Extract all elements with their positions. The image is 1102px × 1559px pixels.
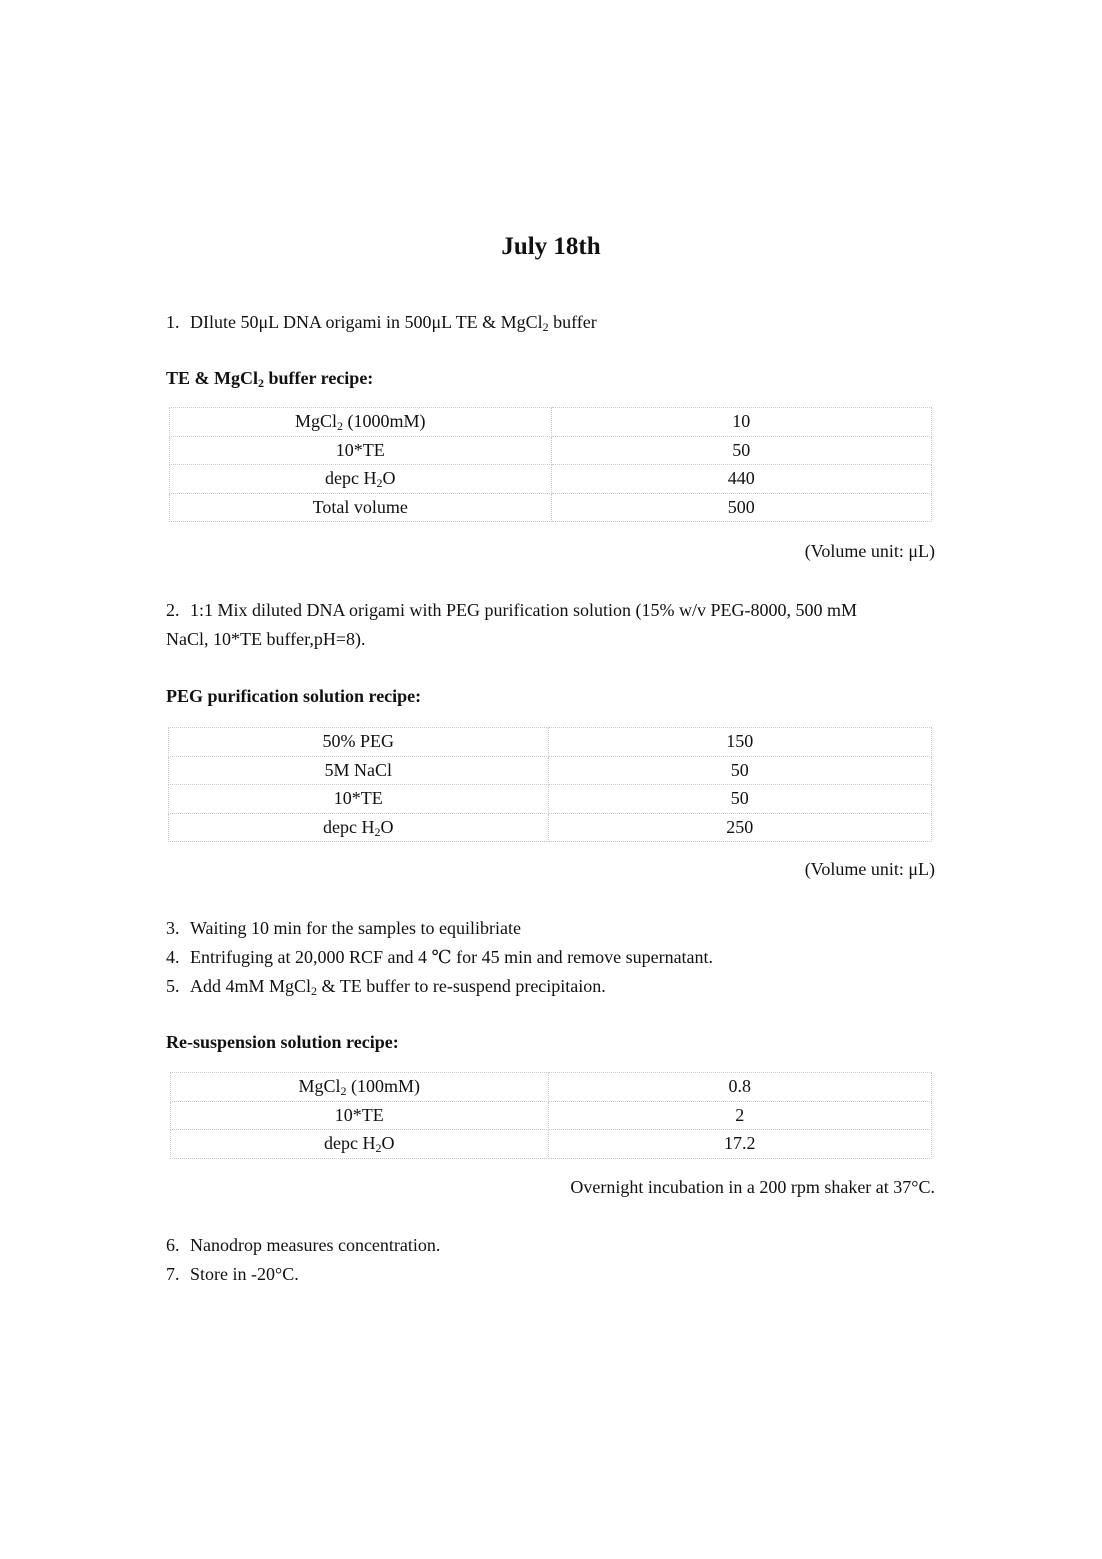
volume-cell: 50 bbox=[548, 785, 931, 814]
volume-cell: 250 bbox=[548, 813, 931, 842]
volume-cell: 2 bbox=[548, 1101, 931, 1130]
step-number: 5. bbox=[166, 976, 180, 996]
step-number: 4. bbox=[166, 947, 180, 967]
ingredient-name: MgCl bbox=[295, 411, 338, 432]
ingredient-name: 5M NaCl bbox=[324, 759, 392, 780]
table2-unit-note: (Volume unit: μL) bbox=[804, 859, 935, 879]
step-text: Store in -20°C. bbox=[190, 1264, 299, 1284]
step-text: buffer bbox=[548, 312, 597, 332]
step-text: Add 4mM MgCl bbox=[190, 976, 312, 996]
ingredient-cell bbox=[170, 436, 552, 465]
step-6 bbox=[166, 1231, 440, 1260]
subscript: 2 bbox=[311, 984, 318, 998]
step-text: DIlute 50μL DNA origami in 500μL TE & MgCl bbox=[190, 312, 543, 332]
table-row bbox=[169, 785, 932, 814]
incubation-note: Overnight incubation in a 200 rpm shaker at 37°C. bbox=[570, 1177, 935, 1197]
steps-6-7 bbox=[166, 1231, 440, 1289]
subscript: 2 bbox=[375, 1141, 382, 1156]
step-2 bbox=[166, 596, 857, 654]
ingredient-name: 10*TE bbox=[333, 788, 383, 809]
ingredient-name: 10*TE bbox=[334, 1104, 384, 1125]
ingredient-cell bbox=[169, 785, 549, 814]
step-4 bbox=[166, 943, 713, 972]
table-row bbox=[171, 1101, 932, 1130]
table1-unit-note: (Volume unit: μL) bbox=[804, 541, 935, 561]
ingredient-name: depc H bbox=[325, 468, 377, 489]
table-row bbox=[171, 1130, 932, 1159]
table-row bbox=[170, 408, 932, 437]
table-row bbox=[169, 756, 932, 785]
volume-cell: 50 bbox=[548, 756, 931, 785]
ingredient-name: depc H bbox=[324, 1133, 376, 1154]
heading-text: buffer recipe: bbox=[264, 368, 374, 388]
step-text: Entrifuging at 20,000 RCF and 4 ℃ for 45 min and remove supernatant. bbox=[190, 947, 714, 967]
ingredient-name: MgCl bbox=[298, 1076, 341, 1097]
step-text: Nanodrop measures concentration. bbox=[190, 1235, 441, 1255]
ingredient-name: (1000mM) bbox=[343, 411, 426, 432]
step-text: & TE buffer to re-suspend precipitaion. bbox=[317, 976, 606, 996]
volume-cell: 17.2 bbox=[548, 1130, 931, 1159]
volume-cell: 500 bbox=[551, 493, 931, 522]
step-3 bbox=[166, 914, 713, 943]
table-row bbox=[170, 436, 932, 465]
table-row bbox=[169, 728, 932, 757]
ingredient-cell bbox=[170, 493, 552, 522]
ingredient-cell bbox=[170, 408, 552, 437]
page-title: July 18th bbox=[501, 233, 601, 260]
step-number: 3. bbox=[166, 918, 180, 938]
table3-heading: Re-suspension solution recipe: bbox=[166, 1032, 399, 1052]
volume-cell: 440 bbox=[551, 465, 931, 494]
volume-cell: 0.8 bbox=[548, 1073, 931, 1102]
ingredient-cell bbox=[169, 813, 549, 842]
resuspension-table bbox=[170, 1072, 932, 1159]
ingredient-cell bbox=[170, 465, 552, 494]
ingredient-cell bbox=[171, 1073, 549, 1102]
te-mgcl2-buffer-table bbox=[169, 407, 932, 522]
ingredient-cell bbox=[171, 1130, 549, 1159]
table-row bbox=[170, 465, 932, 494]
step-number: 7. bbox=[166, 1264, 180, 1284]
ingredient-name: O bbox=[380, 816, 394, 837]
subscript: 2 bbox=[258, 376, 264, 390]
ingredient-name: O bbox=[382, 468, 396, 489]
ingredient-name: (100mM) bbox=[346, 1076, 421, 1097]
ingredient-cell bbox=[171, 1101, 549, 1130]
table2-heading: PEG purification solution recipe: bbox=[166, 686, 422, 706]
steps-3-5 bbox=[166, 914, 713, 1001]
subscript: 2 bbox=[340, 1084, 347, 1099]
step-number: 1. bbox=[166, 312, 180, 332]
table-row bbox=[171, 1073, 932, 1102]
volume-cell: 150 bbox=[548, 728, 931, 757]
ingredient-cell bbox=[169, 756, 549, 785]
table1-heading bbox=[166, 368, 373, 389]
step-5 bbox=[166, 972, 713, 1001]
ingredient-name: depc H bbox=[323, 816, 375, 837]
heading-text: TE & MgCl bbox=[166, 368, 258, 388]
ingredient-name: O bbox=[381, 1133, 395, 1154]
subscript: 2 bbox=[337, 419, 344, 434]
subscript: 2 bbox=[542, 320, 549, 334]
table-row bbox=[170, 493, 932, 522]
volume-cell: 50 bbox=[551, 436, 931, 465]
step-number: 6. bbox=[166, 1235, 180, 1255]
step-text: 1:1 Mix diluted DNA origami with PEG purification solution (15% w/v PEG-8000, 500 mM bbox=[190, 600, 857, 620]
table-row bbox=[169, 813, 932, 842]
step-1 bbox=[166, 308, 597, 337]
peg-purification-table bbox=[168, 727, 932, 842]
volume-cell: 10 bbox=[551, 408, 931, 437]
ingredient-name: 50% PEG bbox=[322, 731, 394, 752]
ingredient-name: Total volume bbox=[312, 496, 408, 517]
subscript: 2 bbox=[374, 824, 381, 839]
step-7 bbox=[166, 1260, 440, 1289]
ingredient-cell bbox=[169, 728, 549, 757]
step-text-continued: NaCl, 10*TE buffer,pH=8). bbox=[166, 629, 366, 649]
step-number: 2. bbox=[166, 600, 180, 620]
subscript: 2 bbox=[376, 476, 383, 491]
ingredient-name: 10*TE bbox=[335, 439, 385, 460]
step-text: Waiting 10 min for the samples to equilibriate bbox=[190, 918, 521, 938]
